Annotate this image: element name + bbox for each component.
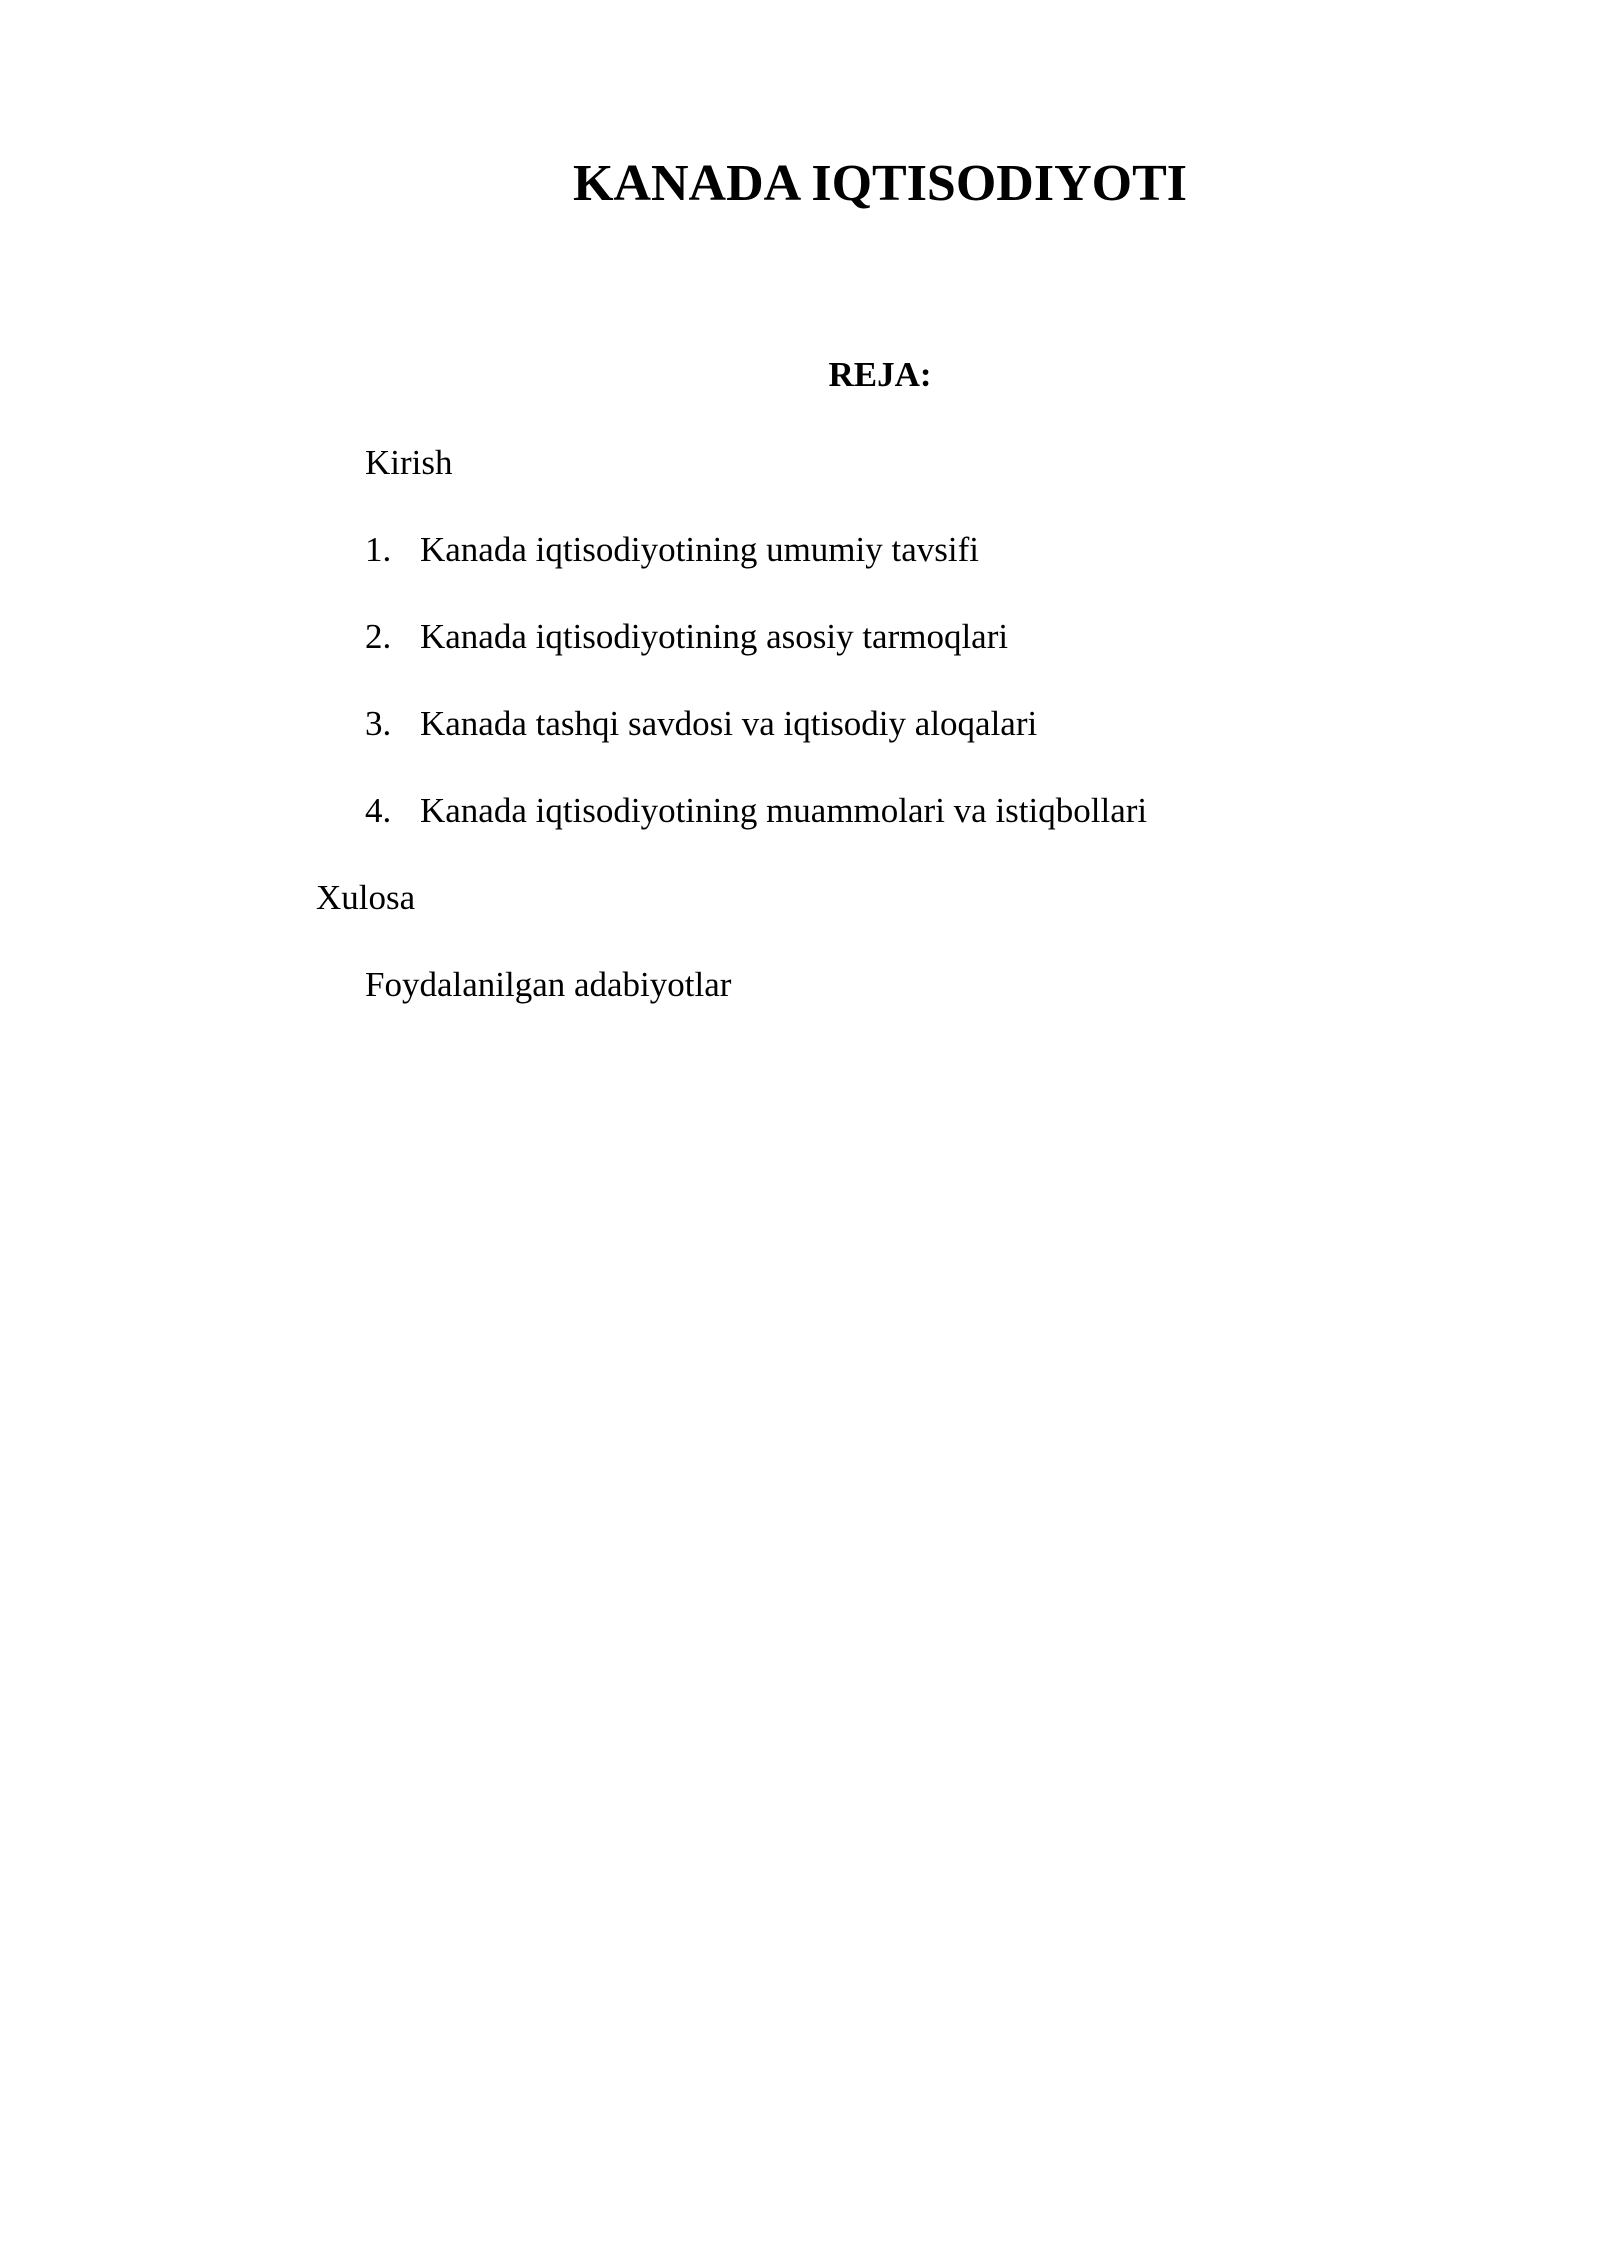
plan-heading: REJA: xyxy=(828,355,932,394)
plan-item-number: 4. xyxy=(365,791,392,830)
plan-item-number: 1. xyxy=(365,530,392,569)
plan-item-conclusion: Xulosa xyxy=(316,878,416,917)
plan-item-references: Foydalanilgan adabiyotlar xyxy=(365,965,732,1004)
plan-item-introduction: Kirish xyxy=(365,443,453,482)
plan-item-text: Kanada iqtisodiyotining muammolari va istiqbollari xyxy=(420,791,1148,830)
plan-item-text: Kanada tashqi savdosi va iqtisodiy aloqalari xyxy=(420,704,1038,743)
plan-list-item xyxy=(365,702,1037,746)
plan-item-text: Kanada iqtisodiyotining umumiy tavsifi xyxy=(420,530,979,569)
plan-item-number: 2. xyxy=(365,617,392,656)
plan-list-item xyxy=(365,789,1147,833)
plan-list-item xyxy=(365,615,1008,659)
plan-item-text: Kanada iqtisodiyotining asosiy tarmoqlari xyxy=(420,617,1009,656)
plan-item-number: 3. xyxy=(365,704,392,743)
plan-list-item xyxy=(365,528,979,572)
document-title: KANADA IQTISODIYOTI xyxy=(572,155,1188,212)
